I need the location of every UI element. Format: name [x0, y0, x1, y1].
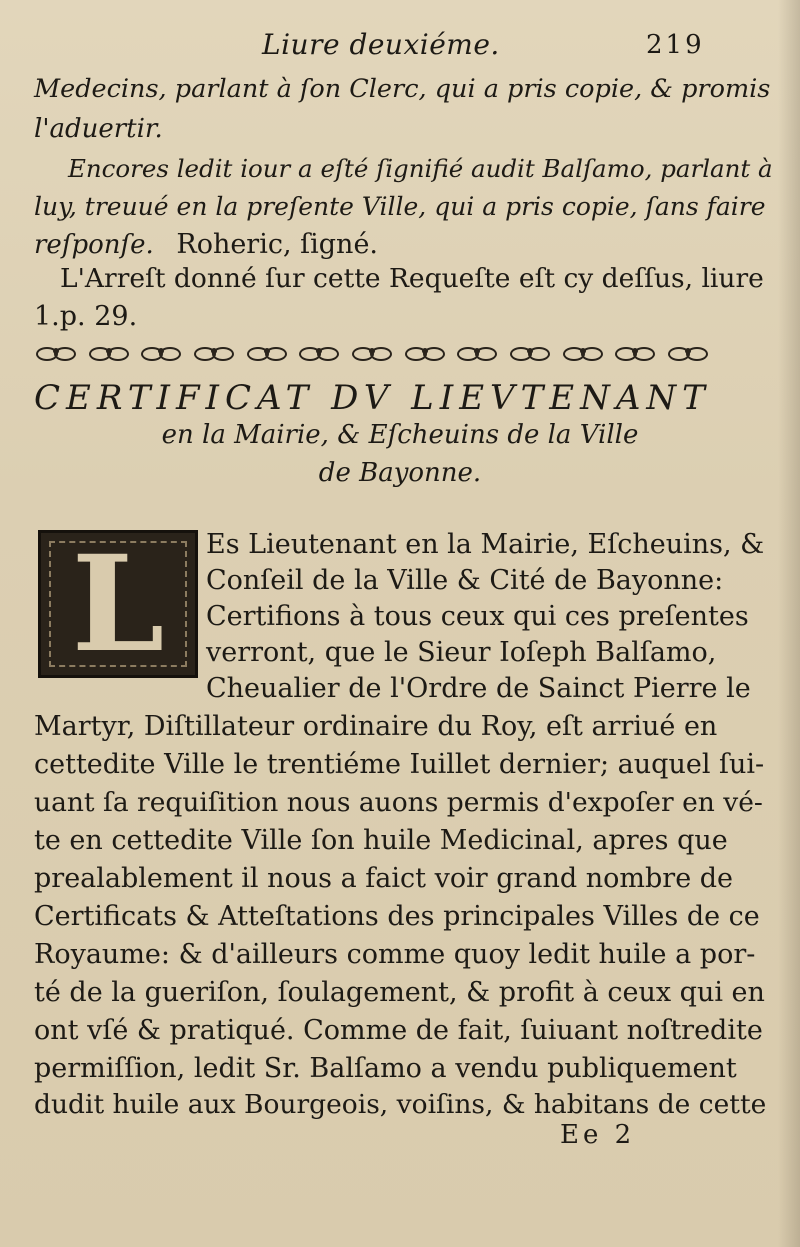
- text-line: prealablement il nous a faict voir grand nombre de: [34, 863, 734, 894]
- text-line: Certificats & Atteſtations des principales Villes de ce: [34, 901, 760, 932]
- text-line: Certifions à tous ceux qui ces preſentes: [206, 601, 749, 632]
- ornament-icon: [561, 345, 605, 359]
- ornament-band: [34, 340, 710, 364]
- page-number: 219: [646, 30, 705, 60]
- text-line: L'Arreſt donné ſur cette Requeſte eſt cy deſſus, liure: [60, 263, 764, 294]
- text-line: permiſſion, ledit Sr. Balſamo a vendu publiquement: [34, 1053, 737, 1084]
- section-subheading: de Bayonne.: [318, 458, 482, 488]
- text-line: 1.p. 29.: [34, 301, 138, 332]
- text-line: Es Lieutenant en la Mairie, Eſcheuins, &: [206, 529, 765, 560]
- text-line: Encores ledit iour a eſté ſignifié audit Balſamo, parlant à: [68, 154, 773, 183]
- ornament-icon: [350, 345, 394, 359]
- initial-letter: L: [71, 527, 165, 682]
- ornament-icon: [34, 345, 78, 359]
- section-heading: CERTIFICAT DV LIEVTENANT: [34, 378, 711, 418]
- ornament-icon: [245, 345, 289, 359]
- ornament-icon: [613, 345, 657, 359]
- text-line: ont vſé & pratiqué. Comme de fait, ſuiuant noſtredite: [34, 1015, 763, 1046]
- section-subheading: en la Mairie, & Eſcheuins de la Ville: [161, 420, 639, 450]
- page-edge-shadow: [778, 0, 800, 1247]
- text-line: verront, que le Sieur Ioſeph Balſamo,: [206, 637, 717, 668]
- text-line: cettedite Ville le trentiéme Iuillet dernier; auquel ſui-: [34, 749, 765, 780]
- ornament-icon: [508, 345, 552, 359]
- ornament-icon: [455, 345, 499, 359]
- catchword: Ee 2: [560, 1120, 636, 1150]
- running-title: Liure deuxiéme.: [262, 28, 500, 61]
- ornament-icon: [192, 345, 236, 359]
- running-head: [0, 28, 800, 68]
- text-line: dudit huile aux Bourgeois, voiſins, & habitans de cette: [34, 1089, 767, 1120]
- text-line: uant ſa requiſition nous auons permis d'expoſer en vé-: [34, 787, 763, 818]
- ornament-icon: [666, 345, 710, 359]
- text-line: [34, 228, 378, 262]
- text-line: té de la gueriſon, ſoulagement, & profit à ceux qui en: [34, 977, 765, 1008]
- signature: Roheric, ſigné.: [176, 229, 379, 260]
- ornament-icon: [297, 345, 341, 359]
- text-line: te en cettedite Ville ſon huile Medicinal, apres que: [34, 825, 728, 856]
- text-fragment: reſponſe.: [34, 230, 154, 260]
- ornament-icon: [403, 345, 447, 359]
- text-line: Medecins, parlant à ſon Clerc, qui a pris copie, & promis: [34, 74, 771, 104]
- text-line: Cheualier de l'Ordre de Sainct Pierre le: [206, 673, 751, 704]
- decorated-initial: [38, 527, 198, 682]
- text-line: Royaume: & d'ailleurs comme quoy ledit huile a por-: [34, 939, 756, 970]
- ornament-icon: [87, 345, 131, 359]
- text-line: Conſeil de la Ville & Cité de Bayonne:: [206, 565, 724, 596]
- text-line: Martyr, Diſtillateur ordinaire du Roy, eſt arriué en: [34, 711, 718, 742]
- text-line: luy, treuué en la preſente Ville, qui a pris copie, ſans faire: [34, 192, 766, 221]
- ornament-icon: [139, 345, 183, 359]
- text-line: l'aduertir.: [34, 114, 163, 144]
